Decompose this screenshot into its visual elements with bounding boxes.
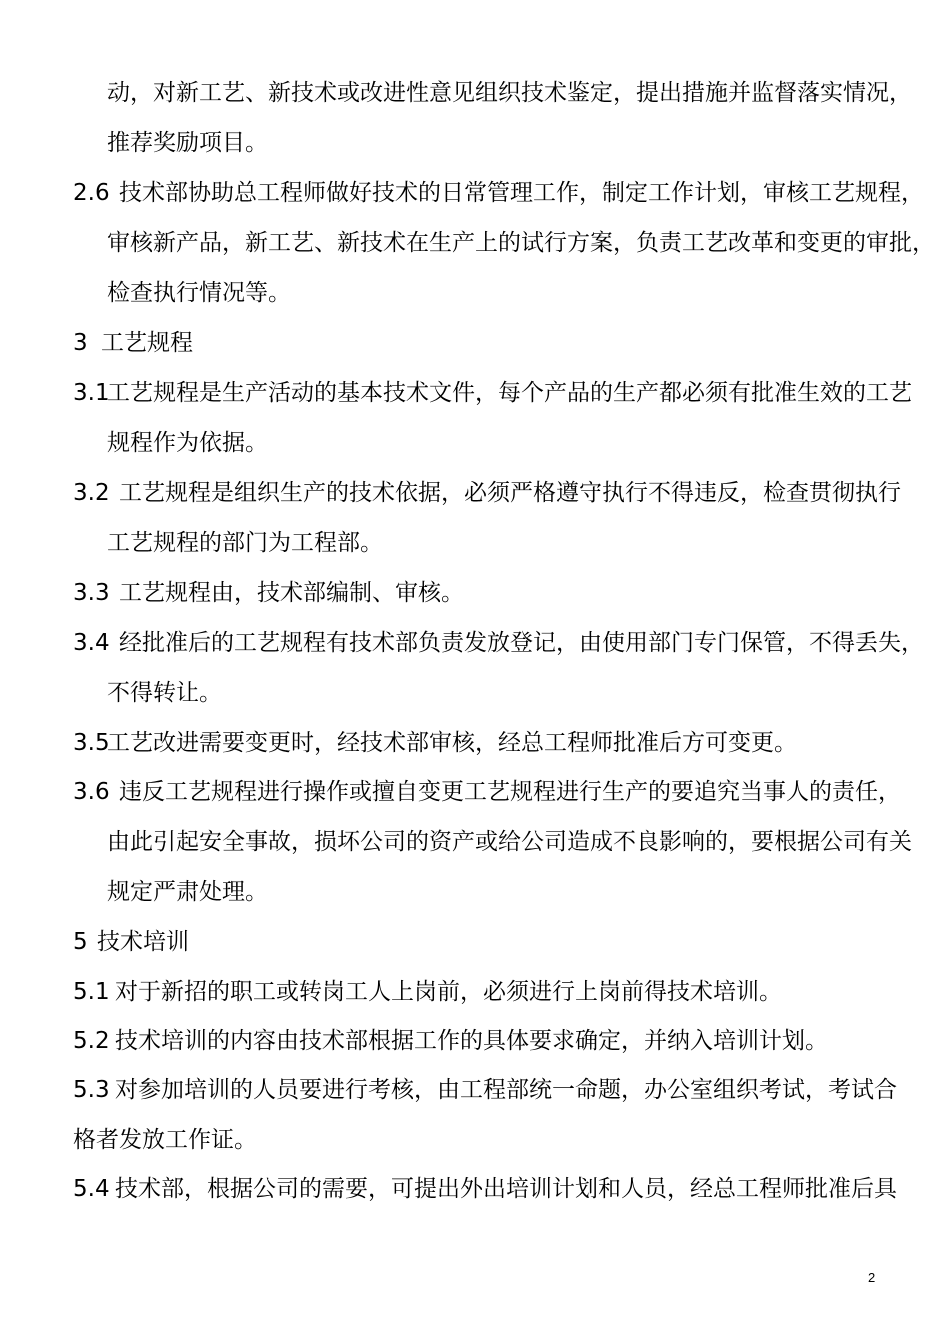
section-title: 工艺规程 xyxy=(101,330,193,356)
section-item xyxy=(0,777,950,807)
line-text: 工艺规程是组织生产的技术依据，必须严格遵守执行不得违反，检查贯彻执行 xyxy=(119,480,901,506)
section-title: 技术培训 xyxy=(97,929,189,955)
paragraph-line xyxy=(0,827,950,857)
line-text: 工艺规程的部门为工程部。 xyxy=(107,530,383,556)
line-text: 审核新产品，新工艺、新技术在生产上的试行方案，负责工艺改革和变更的审批， xyxy=(107,230,935,256)
paragraph-line xyxy=(0,528,950,558)
section-number: 3.5 xyxy=(73,730,110,756)
paragraph-line xyxy=(0,128,950,158)
line-text: 不得转让。 xyxy=(107,680,222,706)
line-text: 规程作为依据。 xyxy=(107,430,268,456)
section-item xyxy=(0,977,950,1007)
paragraph-line xyxy=(0,877,950,907)
section-item xyxy=(0,478,950,508)
line-text: 规定严肃处理。 xyxy=(107,879,268,905)
section-number: 2.6 xyxy=(73,180,110,206)
section-heading xyxy=(0,328,950,358)
paragraph-line xyxy=(0,1125,950,1155)
paragraph-line xyxy=(0,228,950,258)
section-item xyxy=(0,1026,950,1056)
line-text: 工艺规程由，技术部编制、审核。 xyxy=(119,580,464,606)
section-number: 3.1 xyxy=(73,380,110,406)
section-number: 5.4 xyxy=(73,1176,110,1202)
section-number: 3.4 xyxy=(73,630,110,656)
section-item xyxy=(0,1174,950,1204)
line-text: 工艺规程是生产活动的基本技术文件，每个产品的生产都必须有批准生效的工艺 xyxy=(107,380,912,406)
section-item xyxy=(0,1075,950,1105)
line-text: 对于新招的职工或转岗工人上岗前，必须进行上岗前得技术培训。 xyxy=(115,979,782,1005)
line-text: 动，对新工艺、新技术或改进性意见组织技术鉴定，提出措施并监督落实情况， xyxy=(107,80,912,106)
section-number: 5.3 xyxy=(73,1077,110,1103)
line-text: 对参加培训的人员要进行考核，由工程部统一命题，办公室组织考试，考试合 xyxy=(115,1077,897,1103)
line-text: 推荐奖励项目。 xyxy=(107,130,268,156)
section-item xyxy=(0,728,950,758)
line-text: 违反工艺规程进行操作或擅自变更工艺规程进行生产的要追究当事人的责任， xyxy=(119,779,901,805)
paragraph-line xyxy=(0,428,950,458)
section-number: 3.3 xyxy=(73,580,110,606)
section-item xyxy=(0,178,950,208)
page-number: 2 xyxy=(868,1270,876,1285)
section-number: 3 xyxy=(73,330,88,356)
section-number: 5.1 xyxy=(73,979,110,1005)
section-heading xyxy=(0,927,950,957)
line-text: 技术部，根据公司的需要，可提出外出培训计划和人员，经总工程师批准后具 xyxy=(115,1176,897,1202)
line-text: 格者发放工作证。 xyxy=(73,1127,257,1153)
section-item xyxy=(0,378,950,408)
paragraph-line xyxy=(0,678,950,708)
line-text: 技术部协助总工程师做好技术的日常管理工作，制定工作计划，审核工艺规程， xyxy=(119,180,924,206)
section-item xyxy=(0,578,950,608)
line-text: 工艺改进需要变更时，经技术部审核，经总工程师批准后方可变更。 xyxy=(107,730,797,756)
paragraph-line xyxy=(0,78,950,108)
section-number: 3.6 xyxy=(73,779,110,805)
section-number: 3.2 xyxy=(73,480,110,506)
line-text: 由此引起安全事故，损坏公司的资产或给公司造成不良影响的，要根据公司有关 xyxy=(107,829,912,855)
section-number: 5.2 xyxy=(73,1028,110,1054)
line-text: 经批准后的工艺规程有技术部负责发放登记，由使用部门专门保管，不得丢失， xyxy=(119,630,924,656)
line-text: 技术培训的内容由技术部根据工作的具体要求确定，并纳入培训计划。 xyxy=(115,1028,828,1054)
line-text: 检查执行情况等。 xyxy=(107,280,291,306)
section-item xyxy=(0,628,950,658)
section-number: 5 xyxy=(73,929,88,955)
paragraph-line xyxy=(0,278,950,308)
